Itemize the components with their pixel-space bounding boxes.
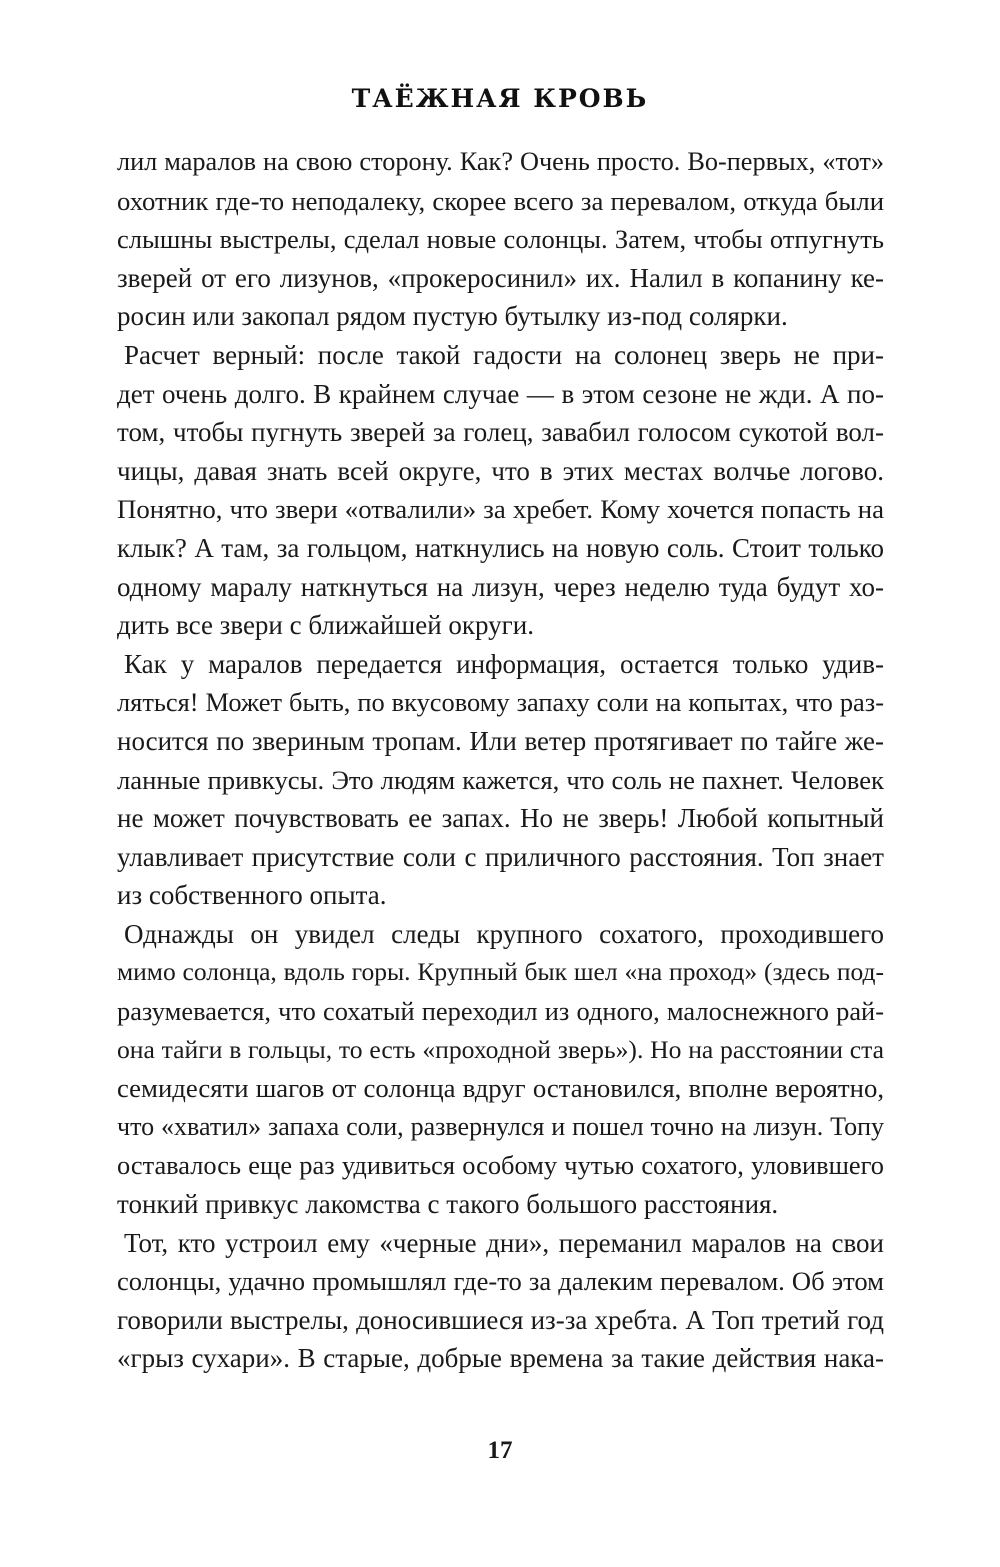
text-line: из собственного опыта. [117, 880, 387, 911]
text-line: ланные привкусы. Это людям кажется, что соль не пахнет. Человек [117, 764, 884, 795]
text-line: слышны выстрелы, сделал новые солонцы. Затем, чтобы отпугнуть [117, 224, 884, 255]
text-line: лил маралов на свою сторону. Как? Очень просто. Во-первых, «тот» [117, 147, 884, 176]
text-line: «грыз сухари». В старые, добрые времена за такие действия нака- [117, 1343, 884, 1374]
text-line: зверей от его лизунов, «прокеросинил» их. Налил в копанину ке- [117, 262, 884, 293]
text-line: улавливает присутствие соли с приличного расстояния. Топ знает [117, 841, 884, 872]
text-line: Понятно, что звери «отвалили» за хребет. Кому хочется попасть на [117, 494, 884, 525]
text-line: клык? А там, за гольцом, наткнулись на новую соль. Стоит только [117, 532, 884, 563]
paragraph [117, 1224, 884, 1378]
text-line: Однажды он увидел следы крупного сохатого, проходившего [124, 918, 884, 949]
text-line: оставалось еще раз удивиться особому чутью сохатого, уловившего [117, 1150, 884, 1181]
text-line: Как у маралов передается информация, остается только удив- [124, 648, 884, 679]
text-line: носится по звериным тропам. Или ветер протягивает по тайге же- [117, 725, 884, 756]
paragraph [117, 143, 884, 336]
text-line: охотник где-то неподалеку, скорее всего за перевалом, откуда были [117, 185, 884, 216]
text-line: дет очень долго. В крайнем случае — в этом сезоне не жди. А по- [117, 378, 884, 409]
text-line: том, чтобы пугнуть зверей за голец, завабил голосом сукотой вол- [117, 417, 884, 448]
text-line: чицы, давая знать всей округе, что в этих местах волчье логово. [117, 455, 884, 486]
text-line: росин или закопал рядом пустую бутылку из-под солярки. [117, 301, 788, 332]
text-line: говорили выстрелы, доносившиеся из-за хребта. А Топ третий год [117, 1304, 884, 1335]
text-line: семидесяти шагов от солонца вдруг остановился, вполне вероятно, [117, 1073, 884, 1104]
paragraph [117, 915, 884, 1224]
text-line: мимо солонца, вдоль горы. Крупный бык шел «на проход» (здесь под- [117, 957, 884, 987]
text-line: Расчет верный: после такой гадости на солонец зверь не при- [124, 339, 884, 370]
text-line: Тот, кто устроил ему «черные дни», переманил маралов на свои [124, 1227, 884, 1258]
page-number: 17 [487, 1437, 513, 1464]
text-line: дить все звери с ближайшей округи. [117, 610, 534, 641]
text-line: не может почувствовать ее запах. Но не зверь! Любой копытный [117, 803, 884, 834]
text-line: тонкий привкус лакомства с такого большого расстояния. [117, 1189, 779, 1220]
text-line: разумевается, что сохатый переходил из одного, малоснежного рай- [117, 996, 884, 1027]
paragraph [117, 336, 884, 645]
text-line: солонцы, удачно промышлял где-то за далеким перевалом. Об этом [117, 1266, 884, 1297]
text-line: что «хватил» запаха соли, развернулся и пошел точно на лизун. Топу [117, 1111, 884, 1141]
text-line: одному маралу наткнуться на лизун, через неделю туда будут хо- [117, 571, 884, 602]
paragraph [117, 645, 884, 915]
running-title: ТАЁЖНАЯ КРОВЬ [351, 84, 649, 113]
text-line: ляться! Может быть, по вкусовому запаху соли на копытах, что раз- [117, 687, 884, 718]
body-text [117, 143, 884, 1378]
text-line: она тайги в гольцы, то есть «проходной зверь»). Но на расстоянии ста [117, 1034, 884, 1064]
